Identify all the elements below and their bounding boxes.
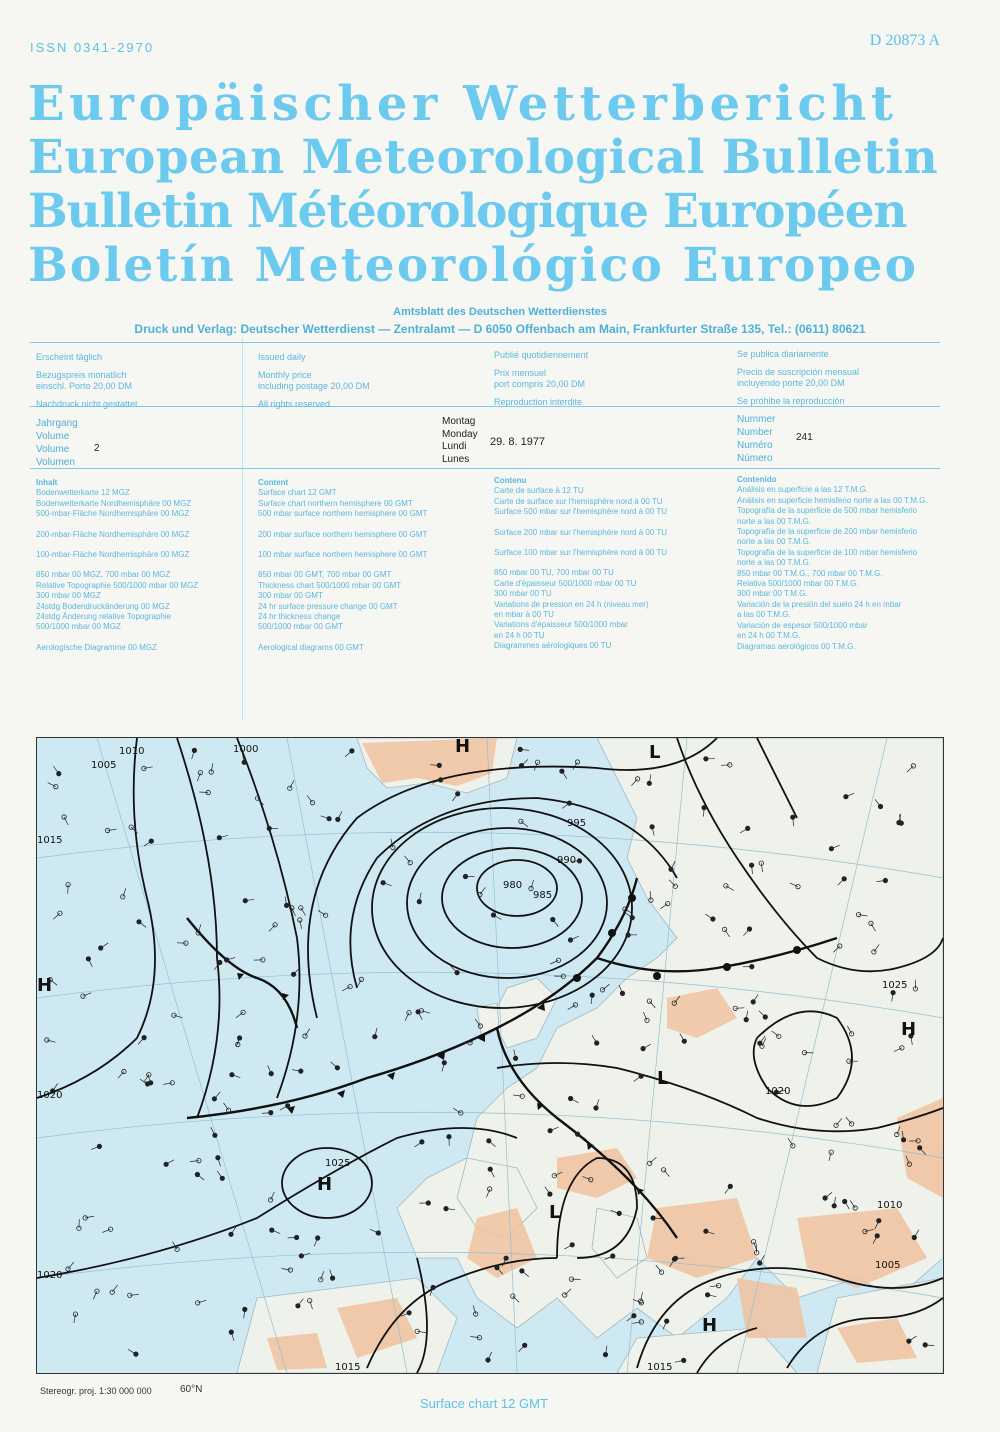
station-marker [216,1156,220,1160]
contents-item: 850 mbar 00 T.M.G., 700 mbar 00 T.M.G. [737,568,883,578]
contents-heading: Contenido [737,475,777,484]
isobar-label: 1000 [233,744,259,755]
contents-item: 300 mbar 00 T.M.G. [737,589,808,599]
isobar-label: 1010 [119,746,145,757]
station-marker [229,1232,233,1236]
contents-item: Variación de espesor 500/1000 mbar [737,620,868,630]
wind-barb [519,1345,525,1352]
station-marker [99,946,103,950]
info-text: All rights reserved [258,398,331,409]
contents-item: 500/1000 mbar 00 MGZ [36,622,121,632]
wind-barb [573,762,578,770]
contents-item: 500 mbar surface northern hemisphere 00 GMT [258,509,428,519]
wind-barb [236,1012,243,1018]
contents-item: norte a las 00 T.M.G. [737,537,812,547]
wind-barb [452,794,457,801]
station-marker [488,1167,492,1171]
isobar-label: 995 [567,818,587,829]
contents-item: 500/1000 mbar 00 GMT [258,622,343,632]
station-marker [217,836,221,840]
contents-item: 300 mbar 00 MGZ [36,591,101,601]
station-marker [86,957,90,961]
wind-barb [139,922,146,928]
station-marker [299,906,303,910]
wind-barb [301,908,306,916]
isobar-label: 1025 [325,1158,351,1169]
station-marker [269,1071,273,1075]
rule-bottom [30,468,940,469]
station-marker [548,1192,552,1196]
low-centre-label: L [549,1202,561,1223]
info-text: Prix mensuel [494,367,547,378]
station-marker [630,916,634,920]
contents-item: 850 mbar 00 GMT, 700 mbar 00 GMT [258,570,392,580]
isobar-label: 1020 [765,1086,791,1097]
info-text: Monthly price [258,369,312,380]
wind-barb [140,1079,148,1084]
document-number: D 20873 A [869,32,940,49]
wind-barb [331,1062,338,1068]
imprint-line: Druck und Verlag: Deutscher Wetterdienst — Zentralamt — D 6050 Offenbach am Main, Frankfurter Straße 135, Tel.: (0611) 80621 [134,322,866,336]
isobar-label: 1020 [37,1270,63,1281]
title-spanish: Boletín Meteorológico Europeo [28,238,919,293]
wind-barb [307,795,312,802]
info-column-fr [494,350,588,408]
wind-barb [54,766,59,773]
station-marker [442,1061,446,1065]
wind-barb [112,1285,117,1292]
contents-item: Bodenwetterkarte 12 MGZ [36,488,130,498]
wind-barb [521,821,528,827]
wind-barb [118,1072,124,1079]
contents-item: norte a las 00 T.M.G. [737,558,812,568]
title-french: Bulletin Météorologique Européen [28,184,907,239]
station-marker [97,1144,101,1148]
station-marker [844,795,848,799]
wind-barb [199,792,208,793]
contents-item: en 24 h 00 T.M.G. [737,631,801,641]
wind-barb [562,803,569,808]
contents-column-fr [494,476,667,652]
contents-item: 24stdg Änderung relative Topographie [36,612,172,622]
wind-barb [522,759,529,765]
wind-barb [68,1262,74,1269]
wind-barb [217,1171,222,1178]
wind-barb [305,1028,310,1036]
wind-barb [415,1142,422,1147]
wind-barb [568,1005,576,1010]
info-text: Reproduction interdite [494,396,583,407]
station-marker [108,1227,112,1231]
contents-item: a las 00 T.M.G. [737,610,791,620]
contents-item: Surface chart 12 GMT [258,488,337,498]
wind-barb [128,1349,136,1354]
contents-item: 200-mbar-Fläche Nordhemisphäre 00 MGZ [36,529,190,539]
contents-item: Bodenwetterkarte Nordhemisphäre 00 MGZ [36,498,192,508]
wind-barb [108,829,117,830]
station-marker [213,1133,217,1137]
info-text: Se prohibe la reproducción [737,395,845,406]
contents-item: norte a las 00 T.M.G. [737,516,812,526]
station-marker [196,1301,200,1305]
wind-barb [404,856,410,863]
info-text: Issued daily [258,352,306,362]
issue-number: 241 [796,432,813,443]
high-centre-label: H [901,1019,917,1040]
contents-item: 500-mbar-Fläche Nordhemisphäre 00 MGZ [36,509,190,519]
day-label: Lunes [442,453,470,465]
contents-item: Aerological diagrams 00 GMT [258,642,364,652]
day-label: Montag [442,416,476,427]
station-marker [704,1229,708,1233]
surface-weather-map [36,737,944,1374]
isobar-label: 1005 [875,1260,901,1271]
wind-barb [101,943,109,948]
contents-item: Variación de la presión del suelo 24 h en mbar [737,599,902,609]
contents-item: Surface 200 mbar sur l'hemisphère nord à 00 TU [494,527,668,537]
contents-item: Variations d'épaisseur 500/1000 mbar [494,620,628,630]
contents-item: Aerologische Diagramme 00 MGZ [36,642,157,652]
info-text: including postage 20,00 DM [258,381,370,391]
title-english: European Meteorological Bulletin [28,130,939,185]
wind-barb [197,1175,204,1181]
station-marker [164,1162,168,1166]
contents-item: Carte de surface à 12 TU [494,486,584,496]
day-label: Lundi [442,441,467,452]
wind-barb [190,1161,199,1162]
contents-item: 200 mbar surface northern hemisphere 00 GMT [258,529,428,539]
isobar-label: 985 [533,890,553,901]
wind-barb [627,1316,634,1321]
rule-top [30,342,940,343]
info-text: Bezugspreis monatlich [36,369,127,380]
wind-barb [735,1008,744,1009]
info-text: Erscheint täglich [36,352,103,362]
wind-barb [470,1337,479,1338]
contents-item: 100 mbar surface northern hemisphere 00 GMT [258,550,428,560]
wind-barb [144,1075,149,1083]
station-marker [299,1254,303,1258]
isobar-label: 1015 [37,835,63,846]
contents-heading: Content [258,478,289,487]
volume-value: 2 [94,443,100,454]
isobar-label: 1015 [647,1362,673,1373]
contents-item: 850 mbar 00 TU, 700 mbar 00 TU [494,568,614,578]
low-centre-label: L [657,1068,669,1089]
high-centre-label: H [37,975,53,996]
wind-barb [130,1294,139,1295]
wind-barb [269,925,275,932]
contents-item: Topografía de la superficie de 200 mbar hemisferio [737,527,918,537]
wind-barb [756,1244,757,1253]
wind-barb [603,984,610,990]
publisher-line: Amtsblatt des Deutschen Wetterdienstes [393,306,607,318]
contents-item: en 24 h 00 TU [494,630,545,640]
contents-column-de [36,478,198,653]
volume-label: Volume [36,431,70,442]
wind-barb [553,920,559,927]
contents-item: Carte d'épaisseur 500/1000 mbar 00 TU [494,578,637,588]
number-label: Número [737,453,773,464]
station-marker [134,1352,138,1356]
high-centre-label: H [702,1315,718,1336]
day-labels [442,416,478,466]
isobar-label: 990 [557,855,577,866]
station-marker [641,1046,645,1050]
number-label: Nummer [737,414,776,425]
info-text: einschl. Porto 20,00 DM [36,381,133,391]
low-centre-label: L [649,742,661,763]
station-marker [420,1140,424,1144]
station-marker [336,817,340,821]
wind-barb [53,913,60,919]
station-marker [650,825,654,829]
station-marker [829,847,833,851]
contents-item: Análisis en superficie hemisferio norte a las 00 T.M.G. [737,495,928,505]
volume-labels [36,417,78,469]
wind-barb [480,887,486,894]
wind-barb [214,1092,220,1099]
info-text: incluyendo porte 20,00 DM [737,378,845,388]
map-caption: Surface chart 12 GMT [420,1396,548,1411]
volume-label: Jahrgang [36,418,78,429]
contents-item: Surface 500 mbar sur l'hemisphère nord à 00 TU [494,507,668,517]
number-labels [737,413,775,465]
latitude-label: 60°N [180,1384,203,1395]
contents-item: 24 hr surface pressure change 00 GMT [258,601,398,611]
contents-item: Topografía de la superficie de 500 mbar hemisferio [737,506,918,516]
contents-item: Variations de pression en 24 h (niveau mer) [494,599,649,609]
info-text: port compris 20,00 DM [494,379,586,389]
station-marker [288,786,292,790]
contents-item: 300 mbar 00 GMT [258,591,323,601]
contents-item: 24 hr thickness change [258,612,341,622]
station-marker [149,839,153,843]
wind-barb [224,1103,229,1110]
station-marker [45,1038,49,1042]
contents-item: Carte de surface sur l'hemisphère nord à 00 TU [494,496,663,506]
station-marker [556,958,560,962]
contents-item: Surface chart northern hemisphere 00 GMT [258,498,413,508]
info-column-de [36,352,138,410]
contents-heading: Contenu [494,476,527,485]
volume-label: Volumen [36,457,75,468]
high-centre-label: H [317,1174,333,1195]
contents-heading: Inhalt [36,478,58,487]
station-marker [639,1074,643,1078]
contents-item: Thickness chart 500/1000 mbar 00 GMT [258,580,402,590]
wind-barb [345,751,352,757]
info-text: Se publica diariamente [737,349,829,359]
contents-item: 300 mbar 00 TU [494,589,552,599]
isobar-label: 1010 [877,1200,903,1211]
station-marker [230,1073,234,1077]
wind-barb [318,910,326,915]
contents-item: Análisis en superficie a las 12 T.M.G. [737,485,869,495]
station-marker [573,1003,577,1007]
projection-label: Stereogr. proj. 1:30 000 000 [40,1386,152,1396]
station-marker [620,991,624,995]
high-centre-label: H [455,738,471,757]
isobar-label: 1005 [91,760,117,771]
info-column-en [258,352,370,410]
contents-item: Surface 100 mbar sur l'hemisphère nord à 00 TU [494,548,668,558]
station-marker [877,1219,881,1223]
number-label: Numéro [737,440,773,451]
isobar-label: 980 [503,880,523,891]
wind-barb [138,1038,144,1045]
info-text: Precio de suscripción mensual [737,366,860,377]
contents-item: 24stdg Bodendruckänderung 00 MGZ [36,601,170,611]
isobar-label: 1025 [882,980,908,991]
contents-column-en [258,478,427,653]
contents-item: Diagramas aerológicos 00 T.M.G. [737,641,856,651]
column-divider [242,338,243,720]
station-marker [224,958,228,962]
station-marker [81,994,85,998]
map-svg [37,738,943,1373]
station-marker [95,1289,99,1293]
issue-date: 29. 8. 1977 [490,436,546,448]
station-marker [381,881,385,885]
station-marker [504,1256,508,1260]
volume-label: Volume [36,444,70,455]
contents-item: 100-mbar-Fläche Nordhemisphäre 00 MGZ [36,550,190,560]
contents-item: Relative Topographie 500/1000 mbar 00 MGZ [36,580,199,590]
contents-item: 850 mbar 00 MGZ, 700 mbar 00 MGZ [36,570,171,580]
info-text: Nachdruck nicht gestattet [36,398,138,409]
info-text: Publié quotidiennement [494,350,589,360]
isobar-label: 1020 [37,1090,63,1101]
contents-column-es [737,475,928,652]
isobar-label: 1015 [335,1362,361,1373]
issn-label: ISSN 0341-2970 [30,40,155,55]
title-german: Europäischer Wetterbericht [28,76,898,132]
contents-item: Relativa 500/1000 mbar 00 T.M.G. [737,579,859,589]
contents-item: Topografía de la superficie de 100 mbar hemisferio [737,547,918,557]
info-column-es [737,349,859,407]
number-label: Number [737,427,773,438]
contents-item: en mbar à 00 TU [494,610,554,620]
wind-barb [562,771,567,779]
station-marker [220,1176,224,1180]
contents-item: Diagrammes aérologiques 00 TU [494,641,612,651]
day-label: Monday [442,428,478,440]
station-marker [198,770,202,774]
